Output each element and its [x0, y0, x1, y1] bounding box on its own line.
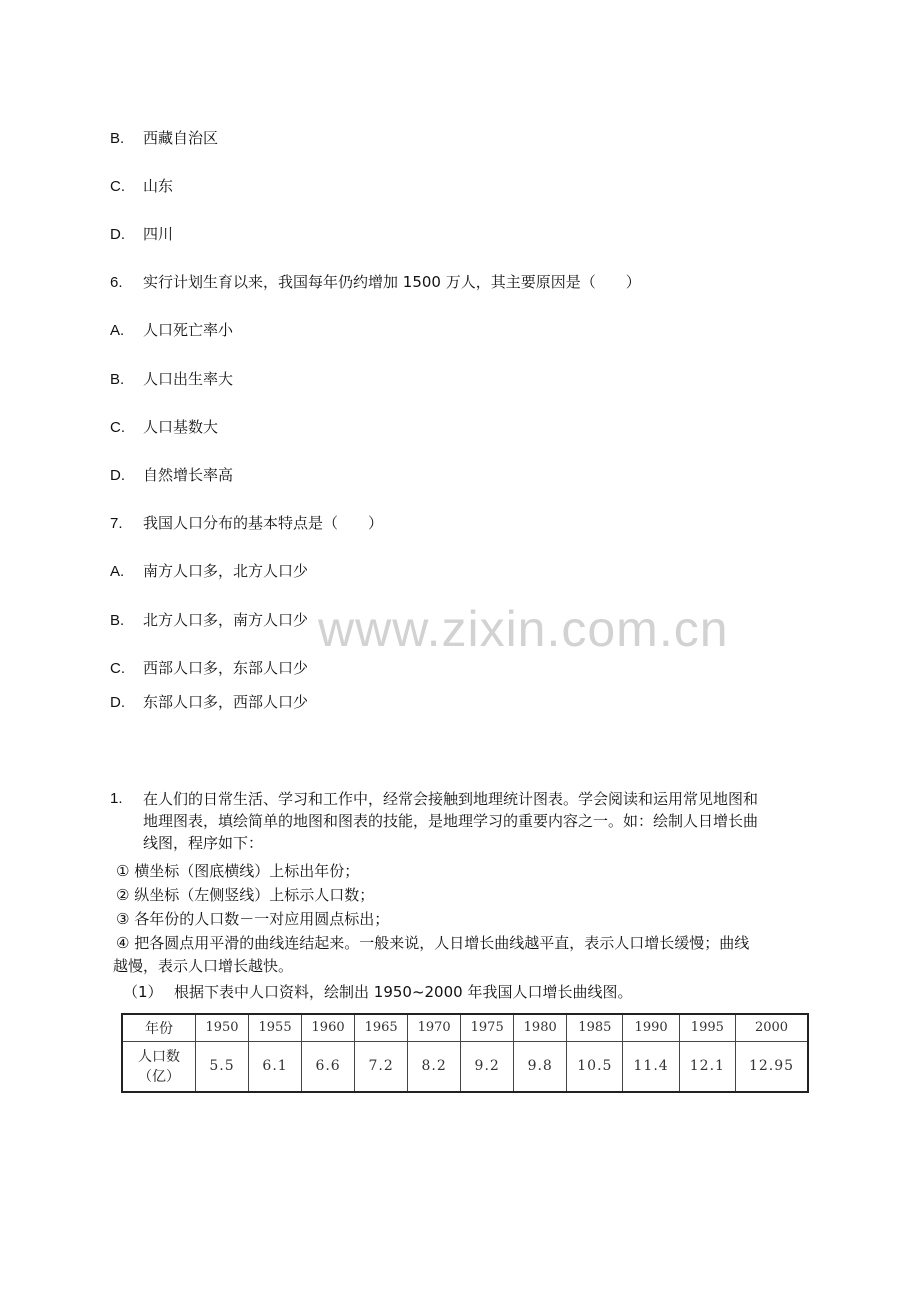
year-cell: 1965	[355, 1014, 408, 1041]
population-cell: 10.5	[567, 1041, 623, 1092]
q5-option-b	[110, 128, 218, 149]
population-cell: 8.2	[408, 1041, 461, 1092]
population-cell: 12.1	[679, 1041, 735, 1092]
year-cell: 1985	[567, 1014, 623, 1041]
sub-question-text: 根据下表中人口资料，绘制出 1950~2000 年我国人口增长曲线图。	[174, 983, 633, 1001]
option-text: 东部人口多，西部人口少	[143, 693, 309, 711]
step-2: ② 纵坐标（左侧竖线）上标示人口数；	[116, 886, 375, 904]
population-cell: 9.2	[461, 1041, 514, 1092]
year-cell: 1950	[196, 1014, 249, 1041]
q7-option-c	[110, 658, 308, 679]
population-cell: 9.8	[514, 1041, 567, 1092]
year-cell: 1980	[514, 1014, 567, 1041]
population-header-line-2: （亿）	[138, 1069, 180, 1086]
year-cell: 1960	[302, 1014, 355, 1041]
option-label: D.	[110, 694, 125, 711]
year-cell: 1995	[679, 1014, 735, 1041]
option-text: 人口出生率大	[143, 370, 234, 388]
step-3: ③ 各年份的人口数－一对应用圆点标出；	[116, 910, 390, 928]
option-text: 人口死亡率小	[143, 321, 234, 339]
q6-option-b	[110, 369, 233, 390]
q6-option-c	[110, 417, 218, 438]
population-cell: 6.6	[302, 1041, 355, 1092]
option-text: 西部人口多，东部人口少	[143, 659, 309, 677]
option-text: 人口基数大	[143, 418, 219, 436]
population-header	[122, 1041, 196, 1092]
population-row	[122, 1041, 808, 1092]
q5-option-d	[110, 224, 173, 245]
year-cell: 1955	[249, 1014, 302, 1041]
q6-option-a	[110, 320, 233, 341]
population-cell: 7.2	[355, 1041, 408, 1092]
sub-question-number: （1）	[123, 983, 163, 1001]
option-label: D.	[110, 467, 125, 484]
option-text: 南方人口多，北方人口少	[143, 562, 309, 580]
q6-option-d	[110, 465, 233, 486]
year-header: 年份	[122, 1014, 196, 1041]
q7-option-d	[110, 692, 308, 713]
option-text: 山东	[143, 177, 174, 195]
year-cell: 1975	[461, 1014, 514, 1041]
step-1: ① 横坐标（图底横线）上标出年份；	[116, 862, 360, 880]
q5-option-c	[110, 176, 173, 197]
option-text: 自然增长率高	[143, 466, 234, 484]
option-label: B.	[110, 371, 125, 388]
q7-option-b	[110, 610, 308, 631]
q6-question	[110, 272, 641, 293]
paragraph-line-1: 在人们的日常生活、学习和工作中，经常会接触到地理统计图表。学会阅读和运用常见地图和	[143, 790, 759, 808]
option-text: 北方人口多，南方人口少	[143, 611, 309, 629]
population-header-line-1: 人口数	[138, 1049, 180, 1066]
option-label: A.	[110, 322, 125, 339]
year-cell: 1970	[408, 1014, 461, 1041]
option-label: A.	[110, 563, 125, 580]
option-text: 西藏自治区	[143, 129, 219, 147]
paragraph-line-3: 线图，程序如下：	[143, 834, 264, 852]
question-text: 实行计划生育以来，我国每年仍约增加 1500 万人，其主要原因是（ ）	[143, 273, 641, 291]
step-4-continuation: 越慢，表示人口增长越快。	[113, 957, 294, 975]
q7-option-a	[110, 561, 308, 582]
question-number: 7.	[110, 515, 123, 532]
population-table	[121, 1013, 809, 1093]
step-4: ④ 把各圆点用平滑的曲线连结起来。一般来说，人日增长曲线越平直，表示人口增长缓慢；曲线	[116, 934, 750, 952]
option-label: C.	[110, 660, 125, 677]
year-cell: 1990	[623, 1014, 679, 1041]
year-cell: 2000	[735, 1014, 808, 1041]
q7-question	[110, 513, 383, 534]
population-cell: 12.95	[735, 1041, 808, 1092]
option-label: B.	[110, 130, 125, 147]
population-cell: 6.1	[249, 1041, 302, 1092]
watermark: www.zixin.com.cn	[318, 601, 729, 657]
option-label: C.	[110, 419, 125, 436]
section-number: 1.	[110, 790, 123, 807]
option-label: C.	[110, 178, 125, 195]
population-cell: 5.5	[196, 1041, 249, 1092]
population-cell: 11.4	[623, 1041, 679, 1092]
option-label: D.	[110, 226, 125, 243]
question-text: 我国人口分布的基本特点是（ ）	[143, 514, 384, 532]
paragraph-line-2: 地理图表，填绘简单的地图和图表的技能，是地理学习的重要内容之一。如：绘制人日增长曲	[143, 812, 759, 830]
option-text: 四川	[143, 225, 174, 243]
option-label: B.	[110, 612, 125, 629]
question-number: 6.	[110, 274, 123, 291]
year-row	[122, 1014, 808, 1041]
